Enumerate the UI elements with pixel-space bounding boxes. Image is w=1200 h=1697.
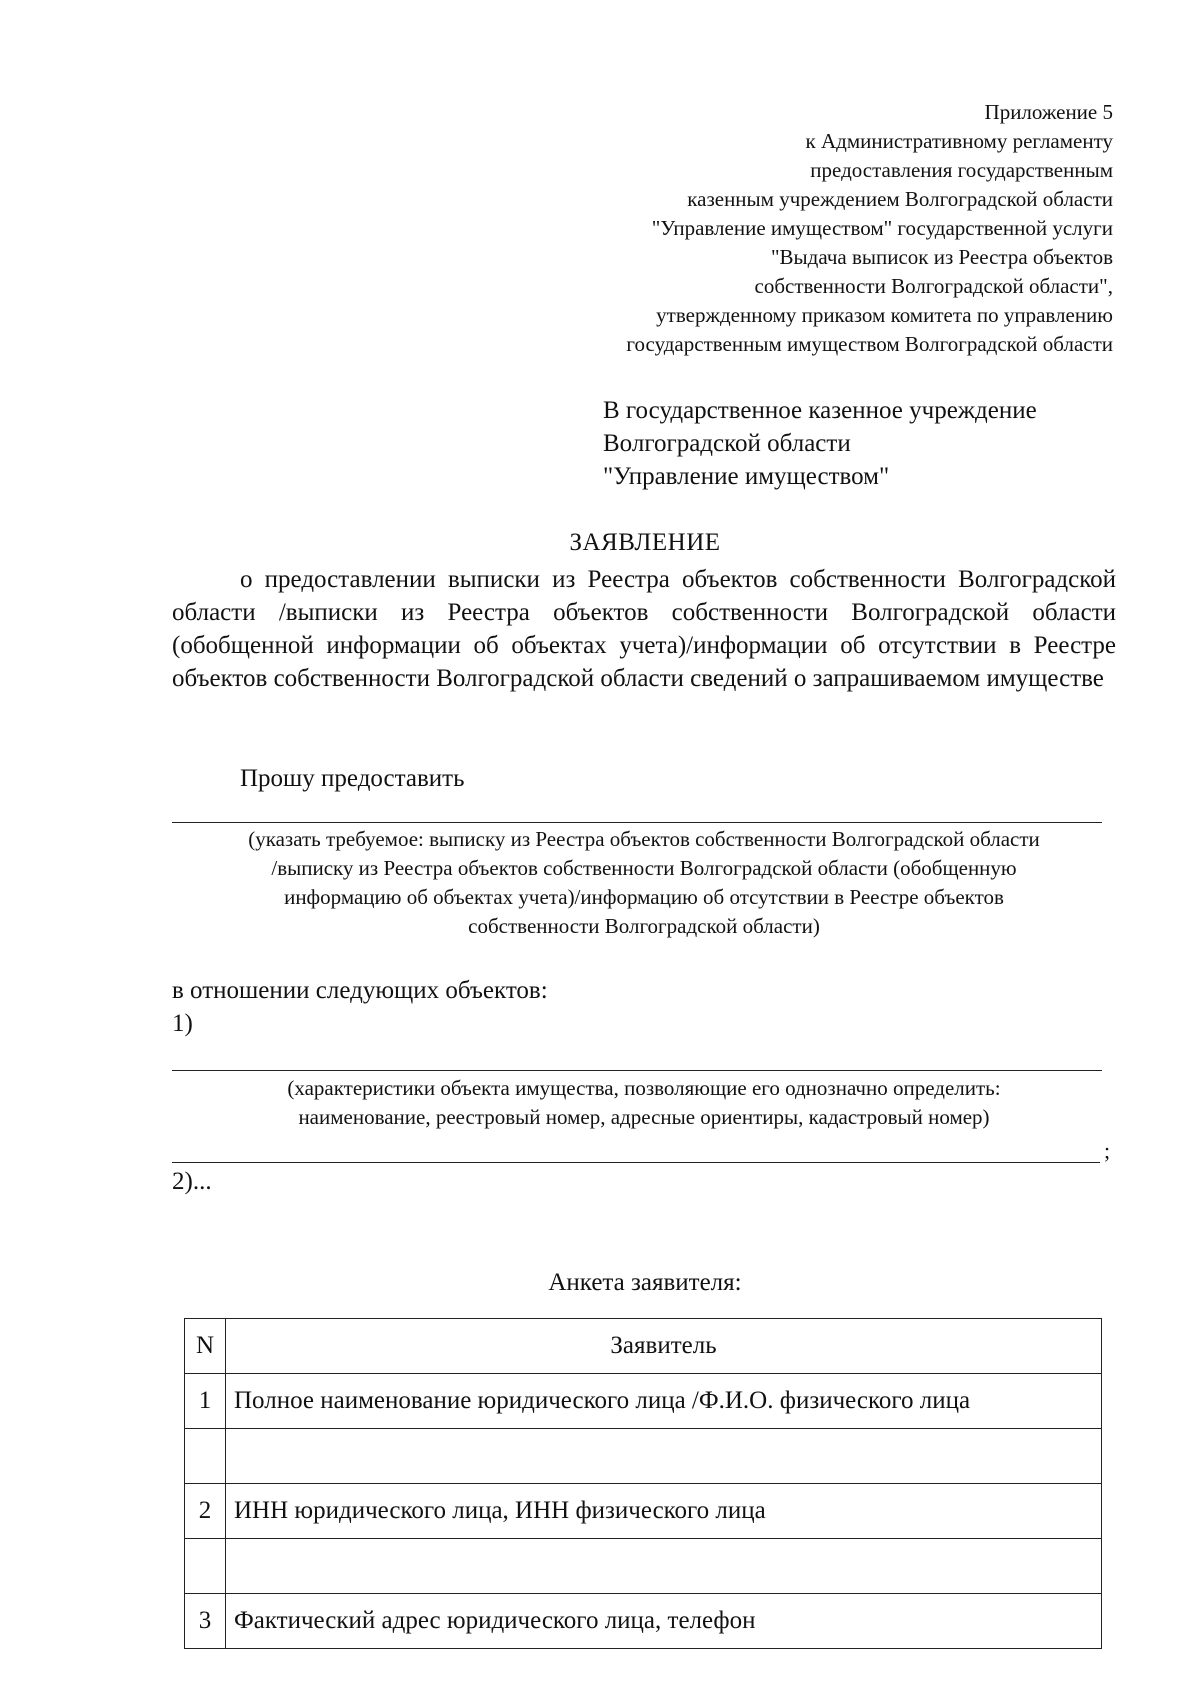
appendix-line: "Выдача выписок из Реестра объектов: [770, 245, 1113, 269]
appendix-line: казенным учреждением Волгоградской области: [687, 187, 1113, 211]
header-label: Заявитель: [226, 1319, 1102, 1374]
row-label: Полное наименование юридического лица /Ф.И.О. физического лица: [226, 1374, 1102, 1429]
row-num: 1: [185, 1374, 226, 1429]
document-title: ЗАЯВЛЕНИЕ: [569, 529, 721, 556]
row-label: ИНН юридического лица, ИНН физического лица: [226, 1484, 1102, 1539]
row-num: 2: [185, 1484, 226, 1539]
appendix-line: Приложение 5: [984, 100, 1113, 124]
subject-text: о предоставлении выписки из Реестра объектов собственности Волгоградской области /выписки из Реестра объектов собственности Волгоградской области (обобщенной информации об объектах учета)/информации об отсутствии в Реестре объектов собственности Волгоградской области сведений о запрашиваемом имуществе: [172, 566, 1116, 692]
item-1-label: 1): [172, 1010, 193, 1037]
hint-line: информацию об объектах учета)/информацию об отсутствии в Реестре объектов: [284, 885, 1004, 909]
semicolon: ;: [1104, 1138, 1111, 1163]
appendix-line: к Административному регламенту: [805, 129, 1113, 153]
recipient-line: "Управление имуществом": [603, 463, 890, 490]
table-row: [185, 1594, 1102, 1649]
row-num: 3: [185, 1594, 226, 1649]
appendix-line: утвержденному приказом комитета по управлению: [656, 303, 1113, 327]
applicant-table: [184, 1318, 1102, 1649]
document-subject: [172, 563, 1116, 695]
row-input-cell[interactable]: [226, 1429, 1102, 1484]
object-hint: [172, 1074, 1116, 1132]
request-label: Прошу предоставить: [240, 765, 465, 792]
appendix-line: предоставления государственным: [810, 158, 1113, 182]
object-fill-line-2[interactable]: [172, 1162, 1100, 1163]
appendix-line: "Управление имуществом" государственной услуги: [651, 216, 1113, 240]
request-fill-line[interactable]: [172, 822, 1102, 823]
table-row: [185, 1484, 1102, 1539]
objects-label: в отношении следующих объектов:: [172, 977, 548, 1004]
row-label: Фактический адрес юридического лица, телефон: [226, 1594, 1102, 1649]
hint-line: (указать требуемое: выписку из Реестра объектов собственности Волгоградской области: [248, 827, 1040, 851]
hint-line: наименование, реестровый номер, адресные ориентиры, кадастровый номер): [298, 1105, 990, 1129]
object-fill-line[interactable]: [172, 1070, 1102, 1071]
table-row-input: [185, 1539, 1102, 1594]
anketa-title: Анкета заявителя:: [548, 1269, 742, 1296]
hint-line: собственности Волгоградской области): [468, 914, 820, 938]
appendix-header: [413, 98, 1113, 359]
table-row-input: [185, 1429, 1102, 1484]
hint-line: /выписку из Реестра объектов собственности Волгоградской области (обобщенную: [271, 856, 1017, 880]
appendix-line: государственным имуществом Волгоградской области: [626, 332, 1113, 356]
appendix-line: собственности Волгоградской области",: [754, 274, 1113, 298]
header-num: N: [185, 1319, 226, 1374]
row-num: [185, 1539, 226, 1594]
request-hint: [172, 825, 1116, 941]
recipient-block: [603, 394, 1037, 493]
hint-line: (характеристики объекта имущества, позволяющие его однозначно определить:: [287, 1076, 1001, 1100]
recipient-line: Волгоградской области: [603, 430, 851, 457]
row-num: [185, 1429, 226, 1484]
item-2-label: 2)...: [172, 1168, 212, 1195]
table-row: [185, 1374, 1102, 1429]
recipient-line: В государственное казенное учреждение: [603, 397, 1037, 424]
row-input-cell[interactable]: [226, 1539, 1102, 1594]
table-header-row: [185, 1319, 1102, 1374]
